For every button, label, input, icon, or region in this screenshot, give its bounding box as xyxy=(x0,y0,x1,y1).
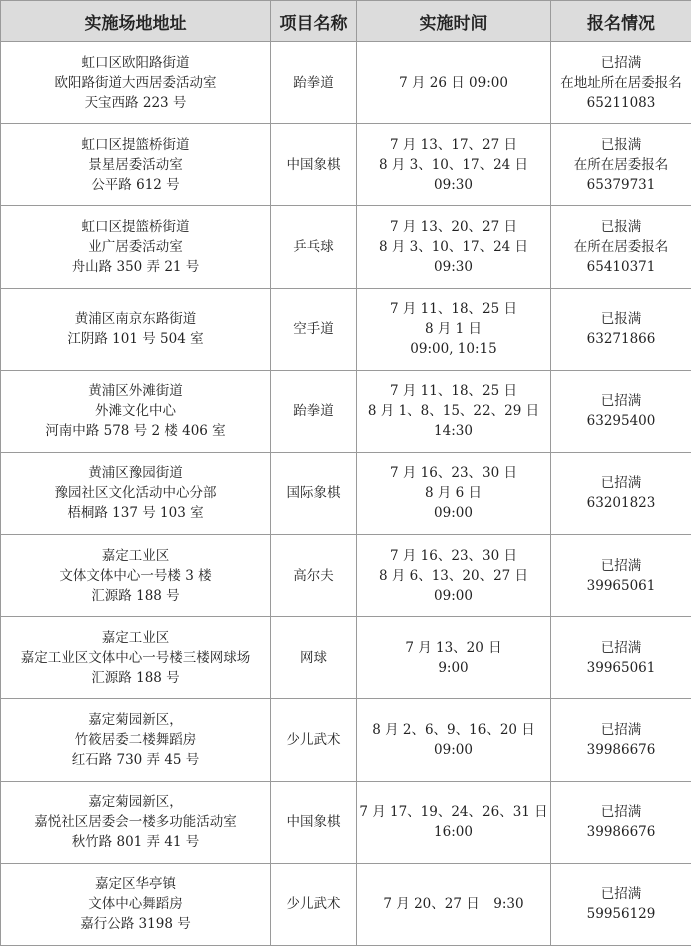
table-body xyxy=(1,42,691,946)
project-cell: 中国象棋 xyxy=(271,781,357,863)
time-cell xyxy=(357,699,551,781)
status-cell-line: 65211083 xyxy=(586,94,656,111)
time-cell-line: 14:30 xyxy=(434,423,473,440)
status-cell xyxy=(551,617,691,699)
status-cell-line: 已招满 xyxy=(600,804,642,821)
address-cell-line: 江阴路 101 号 504 室 xyxy=(67,331,204,348)
header-address: 实施场地地址 xyxy=(1,1,271,42)
address-cell xyxy=(1,452,271,534)
address-cell-line: 竹筱居委二楼舞蹈房 xyxy=(74,731,197,748)
project-cell: 少儿武术 xyxy=(271,863,357,945)
address-cell xyxy=(1,206,271,288)
time-cell-line: 8 月 1 日 xyxy=(424,321,483,338)
header-row xyxy=(1,1,691,42)
time-cell-line: 8 月 1、8、15、22、29 日 xyxy=(367,403,540,420)
table-row xyxy=(1,370,691,452)
address-cell xyxy=(1,42,271,124)
status-cell xyxy=(551,42,691,124)
address-cell-line: 嘉行公路 3198 号 xyxy=(80,916,191,933)
address-cell-line: 黄浦区南京东路街道 xyxy=(74,311,197,328)
header-status: 报名情况 xyxy=(551,1,691,42)
time-cell-line: 09:00 xyxy=(434,587,473,604)
status-cell-line: 已报满 xyxy=(600,311,642,328)
address-cell xyxy=(1,370,271,452)
address-cell-line: 公平路 612 号 xyxy=(91,176,180,193)
address-cell-line: 梧桐路 137 号 103 室 xyxy=(67,505,204,522)
time-cell-line: 7 月 16、23、30 日 xyxy=(390,465,517,482)
status-cell-line: 59956129 xyxy=(586,906,656,923)
address-cell-line: 嘉定菊园新区， xyxy=(88,794,183,811)
status-cell-line: 已招满 xyxy=(600,886,642,903)
status-cell-line: 65379731 xyxy=(586,176,656,193)
table-row xyxy=(1,124,691,206)
status-cell-line: 39986676 xyxy=(586,741,656,758)
status-cell xyxy=(551,124,691,206)
status-cell xyxy=(551,288,691,370)
status-cell xyxy=(551,452,691,534)
address-cell-line: 嘉定菊园新区， xyxy=(88,711,183,728)
table-row xyxy=(1,781,691,863)
address-cell xyxy=(1,863,271,945)
status-cell-line: 39965061 xyxy=(586,577,656,594)
time-cell-line: 09:30 xyxy=(434,176,473,193)
time-cell-line: 16:00 xyxy=(434,824,473,841)
address-cell-line: 嘉定工业区 xyxy=(101,547,170,564)
table-row xyxy=(1,699,691,781)
status-cell-line: 63271866 xyxy=(586,331,656,348)
header-project: 项目名称 xyxy=(271,1,357,42)
time-cell-line: 7 月 13、17、27 日 xyxy=(390,136,517,153)
address-cell-line: 文体中心舞蹈房 xyxy=(88,896,183,913)
time-cell xyxy=(357,452,551,534)
status-cell-line: 已招满 xyxy=(600,393,642,410)
time-cell xyxy=(357,124,551,206)
time-cell-line: 7 月 13、20 日 xyxy=(405,639,502,656)
address-cell-line: 黄浦区豫园街道 xyxy=(88,465,183,482)
project-cell: 国际象棋 xyxy=(271,452,357,534)
status-cell-line: 在所在居委报名 xyxy=(573,156,669,173)
time-cell-line: 8 月 6 日 xyxy=(424,485,483,502)
time-cell xyxy=(357,206,551,288)
address-cell-line: 嘉悦社区居委会一楼多功能活动室 xyxy=(34,814,237,831)
time-cell-line: 09:30 xyxy=(434,258,473,275)
status-cell-line: 在地址所在居委报名 xyxy=(560,74,682,91)
time-cell xyxy=(357,781,551,863)
address-cell xyxy=(1,535,271,617)
table-row xyxy=(1,206,691,288)
time-cell-line: 8 月 3、10、17、24 日 xyxy=(378,156,529,173)
time-cell-line: 09:00 xyxy=(434,505,473,522)
address-cell xyxy=(1,288,271,370)
project-cell: 跆拳道 xyxy=(271,42,357,124)
address-cell xyxy=(1,699,271,781)
project-cell: 乒乓球 xyxy=(271,206,357,288)
status-cell-line: 已招满 xyxy=(600,54,642,71)
table-row xyxy=(1,288,691,370)
project-cell: 跆拳道 xyxy=(271,370,357,452)
address-cell-line: 红石路 730 弄 45 号 xyxy=(71,751,200,768)
status-cell-line: 已招满 xyxy=(600,557,642,574)
table-row xyxy=(1,617,691,699)
address-cell-line: 业广居委活动室 xyxy=(88,238,183,255)
table-row xyxy=(1,535,691,617)
address-cell-line: 汇源路 188 号 xyxy=(91,587,180,604)
project-cell: 网球 xyxy=(271,617,357,699)
status-cell xyxy=(551,699,691,781)
address-cell-line: 虹口区提篮桥街道 xyxy=(81,136,190,153)
address-cell xyxy=(1,617,271,699)
address-cell-line: 天宝西路 223 号 xyxy=(84,94,187,111)
address-cell-line: 豫园社区文化活动中心分部 xyxy=(54,485,217,502)
status-cell-line: 63201823 xyxy=(586,495,656,512)
status-cell xyxy=(551,370,691,452)
status-cell-line: 已招满 xyxy=(600,639,642,656)
project-cell: 中国象棋 xyxy=(271,124,357,206)
address-cell-line: 黄浦区外滩街道 xyxy=(88,383,183,400)
time-cell-line: 7 月 13、20、27 日 xyxy=(390,218,517,235)
project-cell: 高尔夫 xyxy=(271,535,357,617)
time-cell-line: 7 月 11、18、25 日 xyxy=(390,383,517,400)
status-cell-line: 已报满 xyxy=(600,136,642,153)
status-cell xyxy=(551,781,691,863)
address-cell-line: 秋竹路 801 弄 41 号 xyxy=(71,834,200,851)
time-cell-line: 9:00 xyxy=(438,659,469,676)
time-cell-line: 7 月 16、23、30 日 xyxy=(390,547,517,564)
table-row xyxy=(1,452,691,534)
status-cell-line: 已招满 xyxy=(600,721,642,738)
time-cell-line: 8 月 6、13、20、27 日 xyxy=(378,567,529,584)
project-cell: 少儿武术 xyxy=(271,699,357,781)
time-cell xyxy=(357,42,551,124)
status-cell-line: 39965061 xyxy=(586,659,656,676)
status-cell-line: 39986676 xyxy=(586,824,656,841)
address-cell-line: 虹口区欧阳路街道 xyxy=(81,54,190,71)
address-cell xyxy=(1,124,271,206)
address-cell-line: 景星居委活动室 xyxy=(88,156,183,173)
table-row xyxy=(1,863,691,945)
time-cell-line: 09:00 xyxy=(434,741,473,758)
status-cell xyxy=(551,863,691,945)
status-cell-line: 65410371 xyxy=(586,258,656,275)
time-cell-line: 8 月 3、10、17、24 日 xyxy=(378,238,529,255)
time-cell-line: 8 月 2、6、9、16、20 日 xyxy=(372,721,535,738)
project-cell: 空手道 xyxy=(271,288,357,370)
address-cell-line: 河南中路 578 号 2 楼 406 室 xyxy=(45,423,226,440)
address-cell-line: 外滩文化中心 xyxy=(95,403,176,420)
address-cell-line: 文体文体中心一号楼 3 楼 xyxy=(59,567,212,584)
table-row xyxy=(1,42,691,124)
time-cell xyxy=(357,288,551,370)
address-cell-line: 欧阳路街道大西居委活动室 xyxy=(54,74,217,91)
address-cell xyxy=(1,781,271,863)
time-cell-line: 7 月 20、27 日 9:30 xyxy=(383,896,524,913)
address-cell-line: 嘉定工业区 xyxy=(101,629,170,646)
time-cell xyxy=(357,370,551,452)
address-cell-line: 虹口区提篮桥街道 xyxy=(81,218,190,235)
time-cell-line: 7 月 17、19、24、26、31 日 xyxy=(359,804,548,821)
time-cell-line: 09:00, 10:15 xyxy=(410,341,497,358)
time-cell xyxy=(357,863,551,945)
status-cell xyxy=(551,535,691,617)
status-cell xyxy=(551,206,691,288)
address-cell-line: 汇源路 188 号 xyxy=(91,669,180,686)
time-cell-line: 7 月 11、18、25 日 xyxy=(390,301,517,318)
status-cell-line: 已招满 xyxy=(600,475,642,492)
header-time: 实施时间 xyxy=(357,1,551,42)
status-cell-line: 已报满 xyxy=(600,218,642,235)
address-cell-line: 舟山路 350 弄 21 号 xyxy=(71,258,200,275)
status-cell-line: 63295400 xyxy=(586,413,656,430)
status-cell-line: 在所在居委报名 xyxy=(573,238,669,255)
time-cell xyxy=(357,617,551,699)
time-cell-line: 7 月 26 日 09:00 xyxy=(399,74,508,91)
address-cell-line: 嘉定工业区文体中心一号楼三楼网球场 xyxy=(20,649,251,666)
address-cell-line: 嘉定区华亭镇 xyxy=(95,876,176,893)
time-cell xyxy=(357,535,551,617)
